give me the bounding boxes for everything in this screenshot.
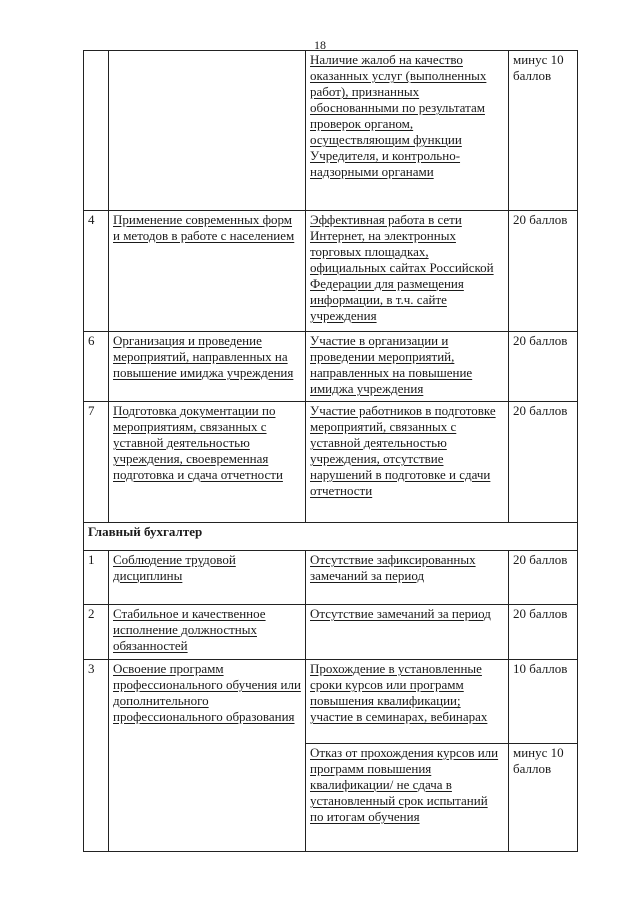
page-number: 18 [314,38,326,52]
row-number: 7 [84,402,109,523]
indicator-score: 20 баллов [509,402,578,523]
indicator-name: Освоение программ профессионального обучения или дополнительного профессионального образования [109,660,306,852]
indicator-score: 10 баллов [509,660,578,744]
indicator-score: минус 10 баллов [509,51,578,211]
indicator-criterion: Наличие жалоб на качество оказанных услуг (выполненных работ), признанных обоснованными по результатам проверок органом, осуществляющим функции Учредителя, и контрольно-надзорными органами [306,51,509,211]
indicator-criterion: Прохождение в установленные сроки курсов или программ повышения квалификации; участие в семинарах, вебинарах [306,660,509,744]
indicator-criterion: Отсутствие зафиксированных замечаний за период [306,551,509,605]
indicator-score: 20 баллов [509,605,578,660]
table-row [84,402,578,523]
section-header-row [84,523,578,551]
indicator-name: Стабильное и качественное исполнение должностных обязанностей [109,605,306,660]
indicator-score: 20 баллов [509,551,578,605]
row-number: 6 [84,332,109,402]
indicator-score: минус 10 баллов [509,744,578,852]
indicator-name: Применение современных форм и методов в работе с населением [109,211,306,332]
indicator-score: 20 баллов [509,211,578,332]
row-number: 2 [84,605,109,660]
row-number: 1 [84,551,109,605]
table-row [84,605,578,660]
table-row [84,51,578,211]
indicator-criterion: Отсутствие замечаний за период [306,605,509,660]
table-row [84,332,578,402]
indicator-name: Подготовка документации по мероприятиям, связанных с уставной деятельностью учреждения, своевременная подготовка и сдача отчетности [109,402,306,523]
table-row [84,211,578,332]
row-number: 4 [84,211,109,332]
indicator-criterion: Отказ от прохождения курсов или программ повышения квалификации/ не сдача в установленный срок испытаний по итогам обучения [306,744,509,852]
indicator-name: Соблюдение трудовой дисциплины [109,551,306,605]
indicator-criterion: Участие в организации и проведении мероприятий, направленных на повышение имиджа учреждения [306,332,509,402]
indicator-criterion: Эффективная работа в сети Интернет, на электронных торговых площадках, официальных сайтах Российской Федерации для размещения информации, в т.ч. сайте учреждения [306,211,509,332]
table-row [84,660,578,744]
table-row [84,551,578,605]
indicator-name: Организация и проведение мероприятий, направленных на повышение имиджа учреждения [109,332,306,402]
indicator-criterion: Участие работников в подготовке мероприятий, связанных с уставной деятельностью учреждения, отсутствие нарушений в подготовке и сдачи отчетности [306,402,509,523]
indicator-score: 20 баллов [509,332,578,402]
row-number [84,51,109,211]
section-title: Главный бухгалтер [84,523,578,551]
row-number: 3 [84,660,109,852]
indicator-name [109,51,306,211]
criteria-table [83,50,578,852]
